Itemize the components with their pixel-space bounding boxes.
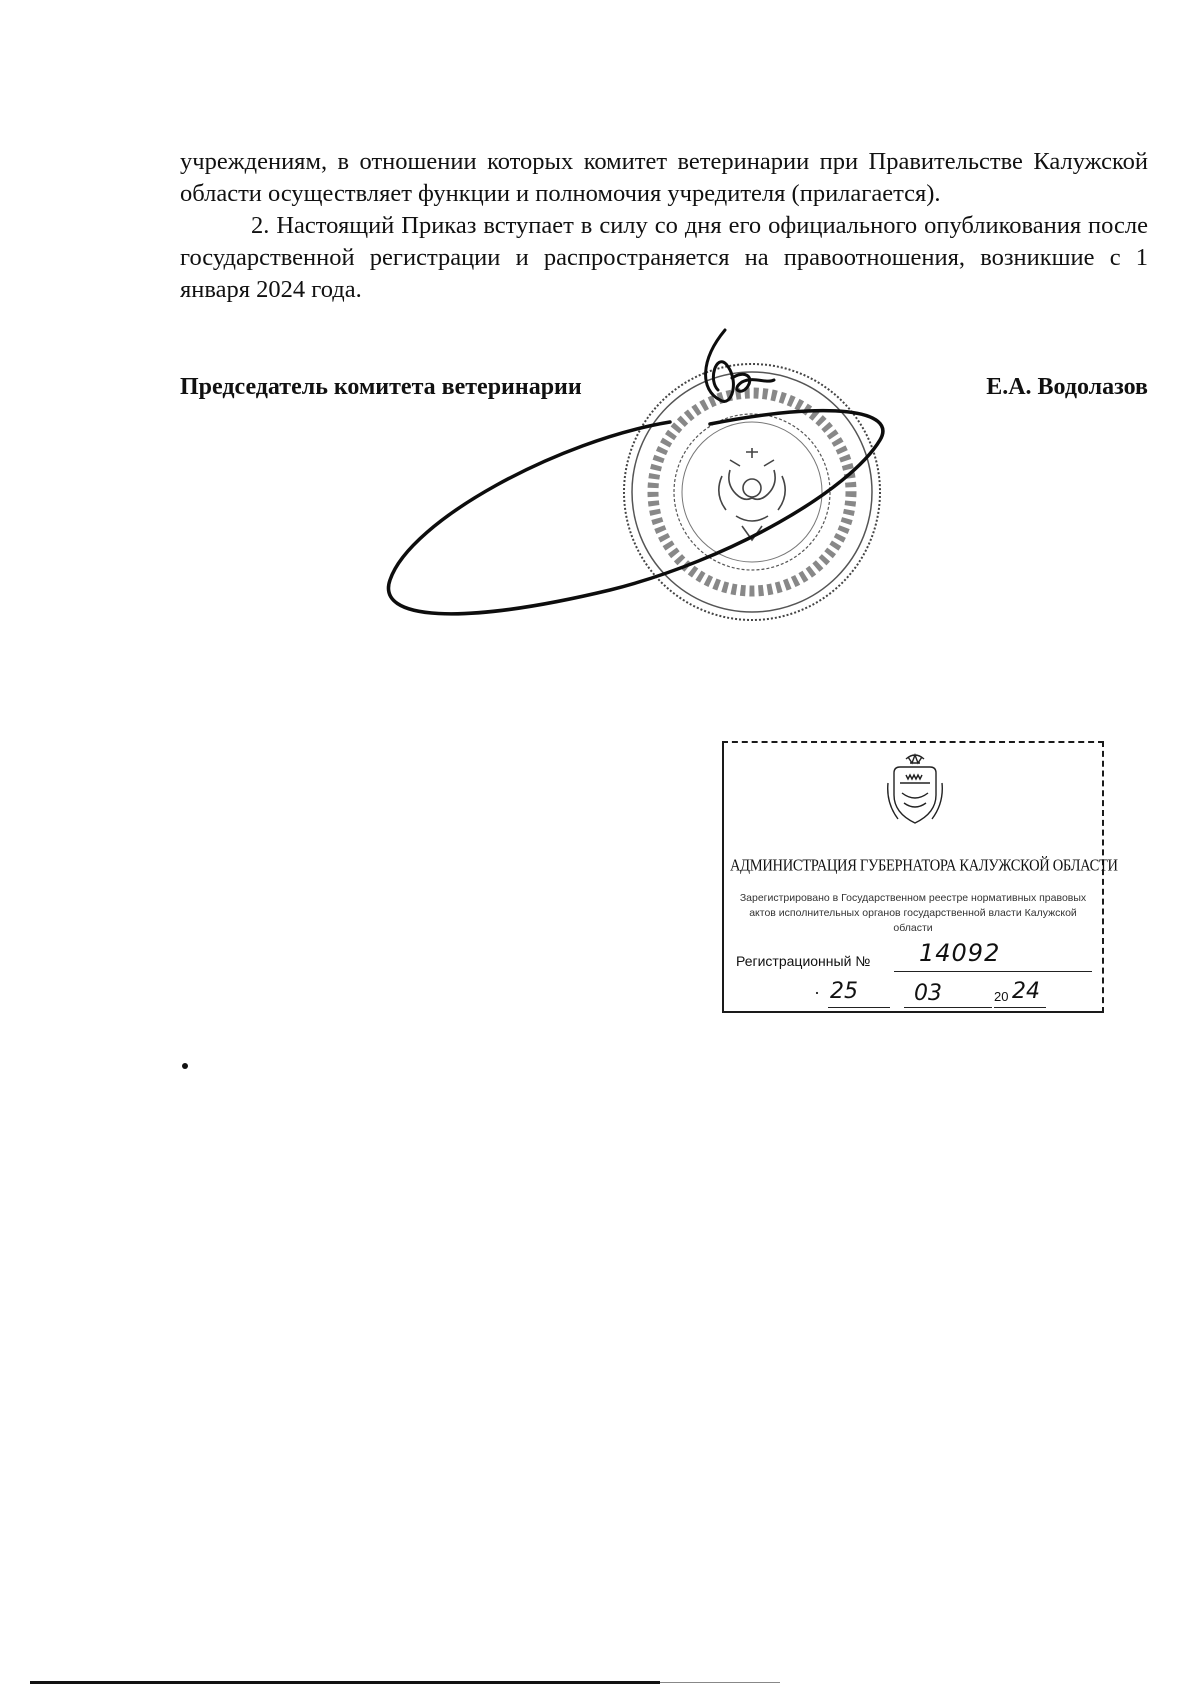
day-underline <box>828 1007 890 1008</box>
footer-rule <box>30 1681 660 1684</box>
registering-organization: АДМИНИСТРАЦИЯ ГУБЕРНАТОРА КАЛУЖСКОЙ ОБЛАСТИ <box>730 856 1118 876</box>
official-seal-and-signature <box>370 320 910 670</box>
registration-year-prefix: 20 <box>994 989 1009 1004</box>
document-body <box>180 146 1148 306</box>
signatory-name: Е.А. Водолазов <box>986 374 1148 400</box>
signatory-title: Председатель комитета ветеринарии <box>180 374 582 400</box>
footer-rule-faint <box>660 1682 780 1683</box>
month-underline <box>904 1007 992 1008</box>
paragraph-1-continuation: учреждениям, в отношении которых комитет ветеринарии при Правительстве Калужской области осуществляет функции и полномочия учредителя (прилагается). <box>180 148 1148 207</box>
registration-number: 14092 <box>919 939 1001 967</box>
date-marker: · <box>814 983 820 1003</box>
round-seal <box>624 364 880 620</box>
kaluga-coat-of-arms-icon <box>884 753 946 829</box>
registration-stamp <box>722 741 1118 1013</box>
stray-mark <box>182 1063 188 1069</box>
year-underline <box>994 1007 1046 1008</box>
registration-month: 03 <box>914 981 942 1006</box>
registration-day: 25 <box>830 979 858 1004</box>
registration-year-suffix: 24 <box>1012 979 1040 1004</box>
registration-number-label: Регистрационный № <box>736 953 871 969</box>
registration-date <box>814 979 1094 1011</box>
paragraph-2: 2. Настоящий Приказ вступает в силу со дня его официального опубликования после государственной регистрации и распространяется на правоотношения, возникшие с 1 января 2024 года. <box>180 212 1148 303</box>
registration-note: Зарегистрировано в Государственном реестре нормативных правовых актов исполнительных органов государственной власти Калужской области <box>739 892 1087 934</box>
registration-number-underline <box>894 971 1092 972</box>
